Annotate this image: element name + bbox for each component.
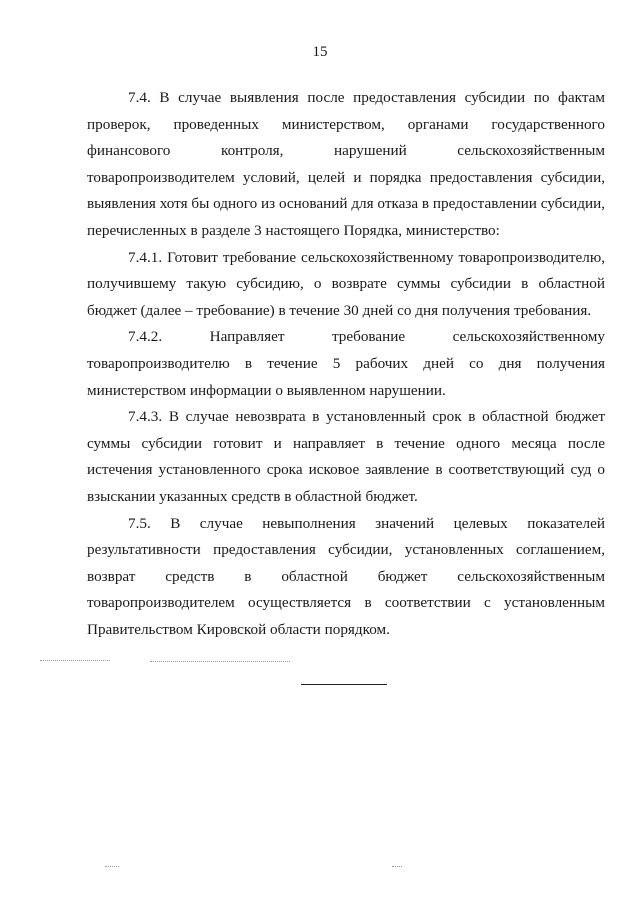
paragraph-7-4: 7.4. В случае выявления после предоставления субсидии по фактам проверок, проведенных министерством, органами государственного финансового контроля, нарушений сельскохозяйственным товаропроизводителем условий, целей и порядка предоставления субсидии, выявления хотя бы одного из оснований для отказа в предоставлении субсидии, перечисленных в разделе 3 настоящего Порядка, министерство: [87, 89, 605, 239]
paragraph-7-5: 7.5. В случае невыполнения значений целевых показателей результативности предоставления субсидии, установленных соглашением, возврат средств в областной бюджет сельскохозяйственным товаропроизводителем осуществляется в соответствии с установленным Правительством Кировской области порядком. [87, 514, 605, 638]
scan-artifact [40, 660, 110, 661]
paragraph-7-4-1: 7.4.1. Готовит требование сельскохозяйственному товаропроизводителю, получившему такую субсидию, о возврате суммы субсидии в областной бюджет (далее – требование) в течение 30 дней со дня получения требования. [87, 248, 605, 319]
scan-artifact [392, 866, 402, 867]
scan-artifact [105, 866, 119, 867]
page-number: 15 [312, 44, 328, 60]
paragraph-7-4-3: 7.4.3. В случае невозврата в установленный срок в областной бюджет суммы субсидии готовит и направляет в течение одного месяца после истечения установленного срока исковое заявление в соответствующий суд о взыскании указанных средств в областной бюджет. [87, 408, 605, 505]
scan-artifact [150, 661, 290, 662]
document-body [87, 85, 605, 643]
paragraph-7-4-2: 7.4.2. Направляет требование сельскохозяйственному товаропроизводителю в течение 5 рабочих дней со дня получения министерством информации о выявленном нарушении. [87, 328, 605, 399]
end-separator-line [301, 684, 387, 685]
